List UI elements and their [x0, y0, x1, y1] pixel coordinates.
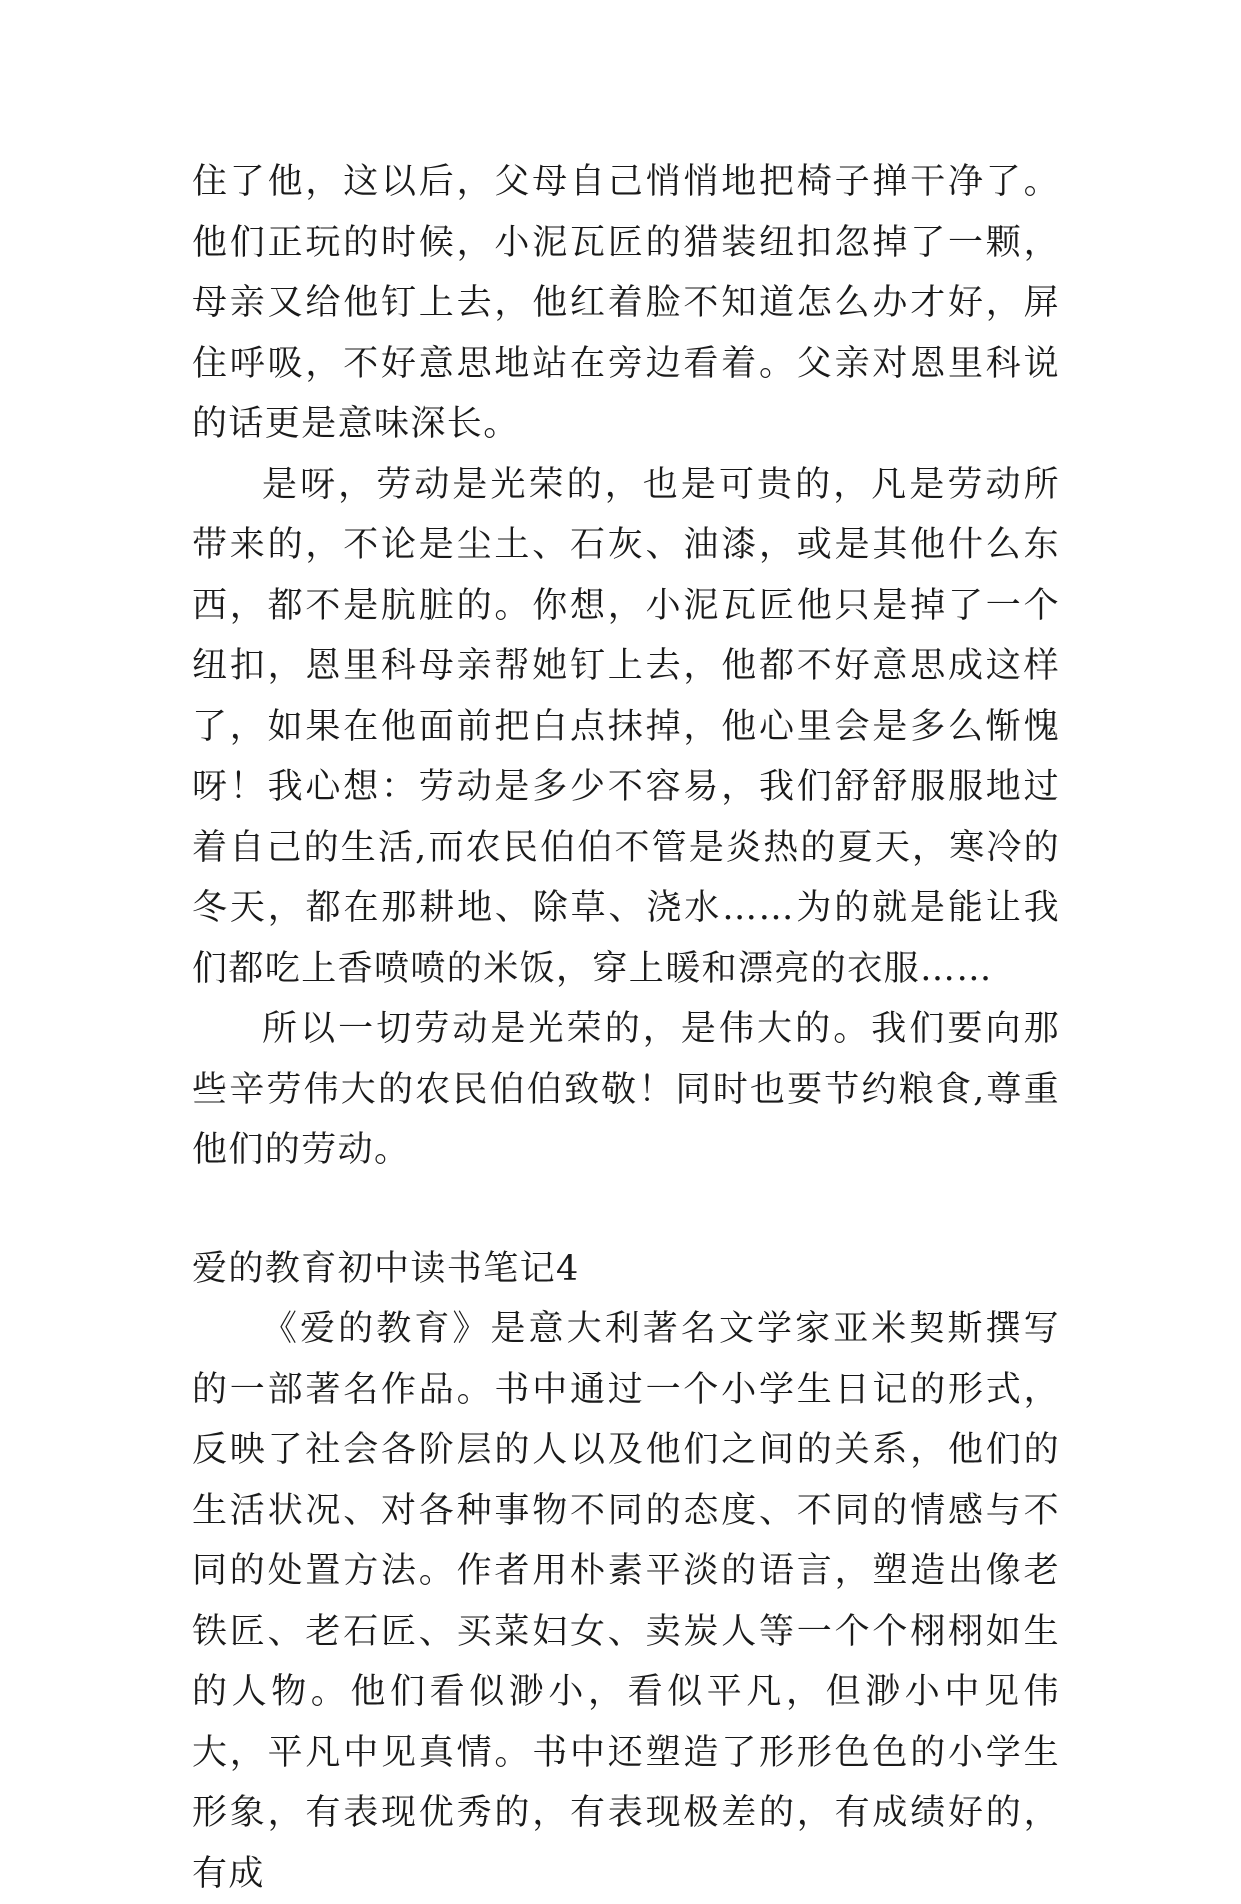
document-body — [192, 152, 1060, 1904]
paragraph-labor-glory: 是呀，劳动是光荣的，也是可贵的，凡是劳动所带来的，不论是尘土、石灰、油漆，或是其他什么东西，都不是肮脏的。你想，小泥瓦匠他只是掉了一个纽扣，恩里科母亲帮她钉上去，他都不好意思成这样了，如果在他面前把白点抹掉，他心里会是多么惭愧呀！我心想：劳动是多少不容易，我们舒舒服服地过着自己的生活,而农民伯伯不管是炎热的夏天，寒冷的冬天，都在那耕地、除草、浇水……为的就是能让我们都吃上香喷喷的米饭，穿上暖和漂亮的衣服…… — [192, 464, 1060, 989]
paragraph-conclusion: 所以一切劳动是光荣的，是伟大的。我们要向那些辛劳伟大的农民伯伯致敬！同时也要节约粮食,尊重他们的劳动。 — [192, 1009, 1060, 1170]
paragraph-continuation: 住了他，这以后，父母自己悄悄地把椅子掸干净了。他们正玩的时候，小泥瓦匠的猎装纽扣忽掉了一颗，母亲又给他钉上去，他红着脸不知道怎么办才好，屏住呼吸，不好意思地站在旁边看着。父亲对恩里科说的话更是意味深长。 — [192, 162, 1060, 444]
paragraph-book-intro: 《爱的教育》是意大利著名文学家亚米契斯撰写的一部著名作品。书中通过一个小学生日记的形式，反映了社会各阶层的人以及他们之间的关系，他们的生活状况、对各种事物不同的态度、不同的情感与不同的处置方法。作者用朴素平淡的语言，塑造出像老铁匠、老石匠、买菜妇女、卖炭人等一个个栩栩如生的人物。他们看似渺小，看似平凡，但渺小中见伟大，平凡中见真情。书中还塑造了形形色色的小学生形象，有表现优秀的，有表现极差的，有成绩好的，有成 — [192, 1309, 1060, 1894]
section-heading: 爱的教育初中读书笔记4 — [192, 1248, 580, 1289]
